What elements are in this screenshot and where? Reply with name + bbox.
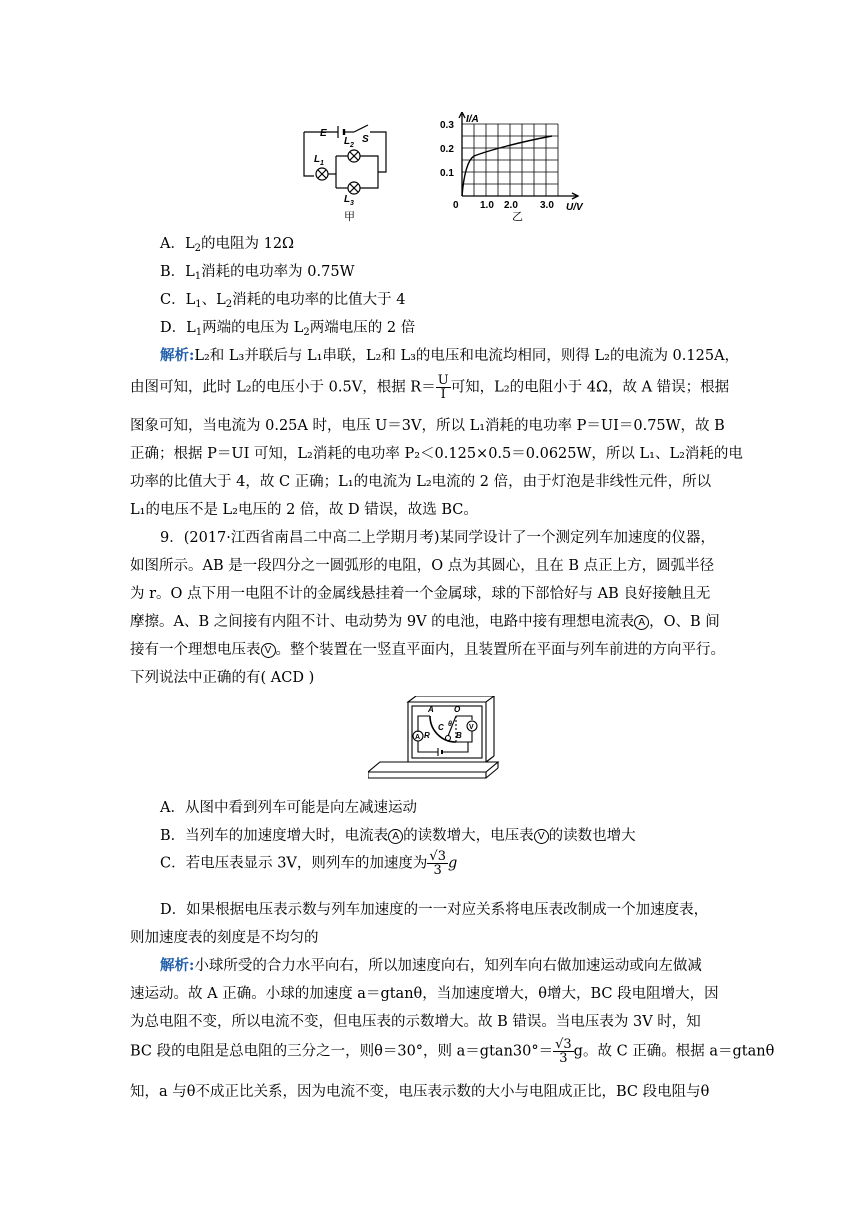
svg-text:0.3: 0.3 <box>440 120 454 131</box>
q9-stem-line-2: 如图所示。AB 是一段四分之一圆弧形的电阻，O 点为其圆心，且在 B 点正上方，圆弧半径 <box>130 558 715 574</box>
svg-text:3: 3 <box>350 200 354 207</box>
q8-analysis-line-6: L₁的电压不是 L₂电压的 2 倍，故 D 错误，故选 BC。 <box>130 502 478 518</box>
q9-analysis-line-5: 知，a 与θ不成正比关系，因为电流不变，电压表示数的大小与电阻成正比，BC 段电阻与θ <box>130 1084 710 1100</box>
q9-stem-line-4: 摩擦。A、B 之间接有内阻不计、电动势为 9V 的电池，电路中接有理想电流表 A ，O、B 间 <box>130 614 720 630</box>
q8-analysis-line-3: 图象可知，当电流为 0.25A 时，电压 U＝3V，所以 L₁消耗的电功率 P＝UI＝0.75W，故 B <box>130 418 725 434</box>
label-e: E <box>320 128 327 139</box>
q9-option-d-line-2: 则加速度表的刻度是不均匀的 <box>130 930 319 946</box>
svg-text:3.0: 3.0 <box>540 200 554 211</box>
q8-option-c: C．$L_1$、$L_2$消耗的电功率的比值大于 4 <box>160 292 406 310</box>
svg-text:R: R <box>424 731 430 740</box>
svg-text:O: O <box>454 705 461 714</box>
svg-text:2.0: 2.0 <box>504 200 518 211</box>
svg-text:1.0: 1.0 <box>480 200 494 211</box>
graph-ylabel: I/A <box>466 114 479 125</box>
svg-text:C: C <box>438 723 444 732</box>
q9-stem-line-6: 下列说法中正确的有( ACD ) <box>130 670 315 686</box>
q8-option-a: A．$L_2$的电阻为 12Ω <box>160 236 295 254</box>
q8-analysis-line-2: 由图可知，此时 L₂的电压小于 0.5V，根据 R＝ $\frac{U}{I}$ 可知，L₂的电阻小于 4Ω，故 A 错误；根据 <box>130 373 730 402</box>
svg-text:B: B <box>456 731 462 740</box>
svg-text:A: A <box>428 705 434 714</box>
fraction-sqrt3-over-3-analysis: $\frac{√3}{3}$ <box>555 1037 572 1066</box>
svg-text:θ: θ <box>448 721 452 728</box>
q8-option-b: B．$L_1$消耗的电功率为 0.75W <box>160 264 355 282</box>
graph-xlabel: U/V <box>566 202 583 213</box>
label-l2: L <box>344 136 351 147</box>
q8-analysis-line-4: 正确；根据 P＝UI 可知，L₂消耗的电功率 P₂＜0.125×0.5＝0.0625W，所以 L₁、L₂消耗的电 <box>130 446 743 462</box>
q9-option-b: B．当列车的加速度增大时，电流表 A 的读数增大，电压表 V 的读数也增大 <box>160 828 636 844</box>
q9-analysis-line-1: 解析:小球所受的合力水平向右，所以加速度向右，知列车向右做加速运动或向左做减 <box>160 957 702 974</box>
label-l1: L <box>314 154 321 165</box>
q8-analysis-line-1: 解析:L₂和 L₃并联后与 L₁串联，L₂和 L₃的电压和电流均相同，则得 L₂的电流为 0.125A， <box>160 347 740 364</box>
svg-text:0.1: 0.1 <box>440 168 454 179</box>
analysis-label: 解析: <box>160 347 195 364</box>
voltmeter-symbol: V <box>261 643 276 658</box>
label-s: S <box>362 134 369 145</box>
fraction-sqrt3-over-3: $\frac{√3}{3}$ <box>429 849 446 878</box>
q9-option-c: C．若电压表显示 3V，则列车的加速度为 $\frac{√3}{3}$ g <box>160 849 458 878</box>
svg-text:0.2: 0.2 <box>440 144 454 155</box>
q8-analysis-line-5: 功率的比值大于 4，故 C 正确；L₁的电流为 L₂电流的 2 倍，由于灯泡是非线性元件，所以 <box>130 474 712 490</box>
caption-jia: 甲 <box>344 211 355 223</box>
fraction-u-over-i: $\frac{U}{I}$ <box>437 373 449 402</box>
caption-yi: 乙 <box>512 211 523 223</box>
q9-analysis-line-2: 速运动。故 A 正确。小球的加速度 a＝gtanθ，当加速度增大，θ增大，BC 段电阻增大，因 <box>130 986 719 1002</box>
svg-text:0: 0 <box>453 200 459 211</box>
label-l3: L <box>344 194 351 205</box>
q9-option-a: A．从图中看到列车可能是向左减速运动 <box>160 800 417 816</box>
ammeter-symbol: A <box>634 615 649 630</box>
svg-text:A: A <box>415 734 421 741</box>
q8-option-d: D．$L_1$两端的电压为 $L_2$两端电压的 2 倍 <box>160 320 416 338</box>
q9-stem-line-1: 9．(2017·江西省南昌二中高二上学期月考)某同学设计了一个测定列车加速度的仪器， <box>160 530 716 546</box>
accelerometer-figure <box>368 696 504 786</box>
figure-circuit-and-graph <box>290 112 610 232</box>
svg-text:2: 2 <box>350 142 354 149</box>
q9-stem-line-5: 接有一个理想电压表 V 。整个装置在一竖直平面内，且装置所在平面与列车前进的方向平行。 <box>130 642 725 658</box>
iu-graph <box>440 112 584 223</box>
q9-analysis-line-3: 为总电阻不变，所以电流不变，但电压表的示数增大。故 B 错误。当电压表为 3V 时，知 <box>130 1014 701 1030</box>
q9-stem-line-3: 为 r。O 点下用一电阻不计的金属线悬挂着一个金属球，球的下部恰好与 AB 良好接触且无 <box>130 586 711 602</box>
svg-text:1: 1 <box>320 160 324 167</box>
q9-analysis-line-4: BC 段的电阻是总电阻的三分之一，则θ＝30°，则 a＝gtan30°＝ $\frac{√3}{3}$ g。故 C 正确。根据 a＝gtanθ <box>130 1037 775 1066</box>
q9-option-d-line-1: D．如果根据电压表示数与列车加速度的一一对应关系将电压表改制成一个加速度表， <box>160 902 709 918</box>
svg-text:V: V <box>469 724 474 731</box>
